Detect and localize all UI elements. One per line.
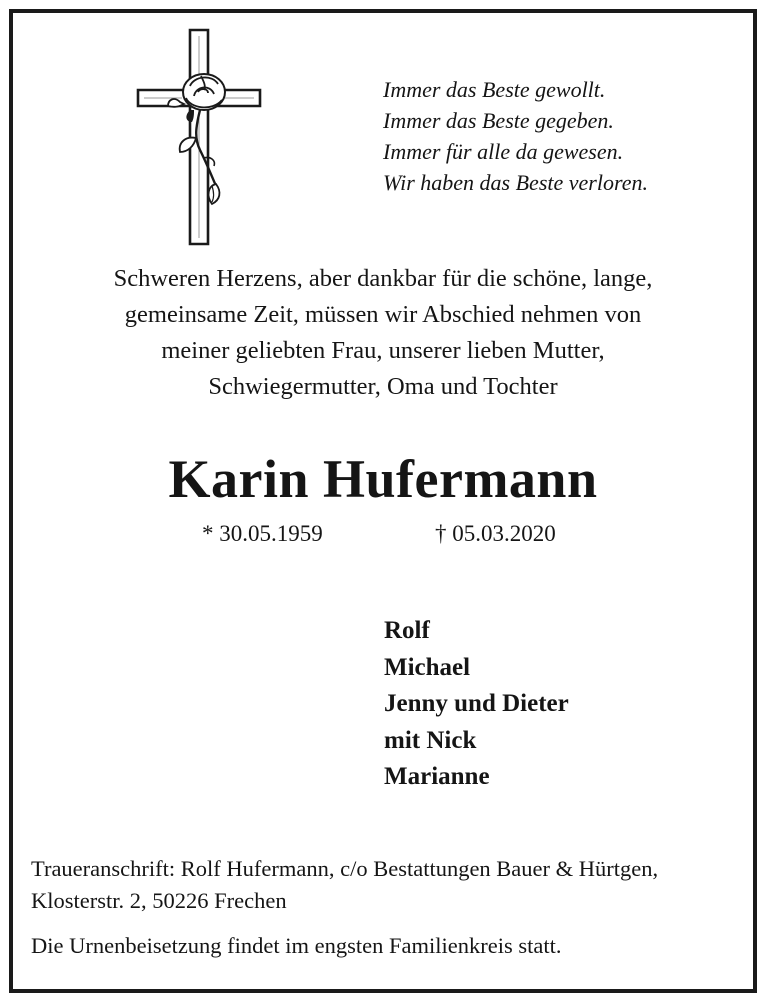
poem-line: Immer das Beste gewollt. bbox=[383, 77, 606, 102]
death-date: † 05.03.2020 bbox=[435, 521, 556, 546]
burial-note: Die Urnenbeisetzung findet im engsten Familienkreis statt. bbox=[31, 933, 562, 958]
deceased-name: Karin Hufermann bbox=[168, 449, 598, 509]
intro-text bbox=[20, 261, 746, 405]
poem-line: Immer für alle da gewesen. bbox=[383, 139, 624, 164]
cross-with-rose-icon bbox=[134, 26, 264, 248]
birth-date: * 30.05.1959 bbox=[202, 521, 323, 546]
poem-line: Immer das Beste gegeben. bbox=[383, 108, 614, 133]
poem-line: Wir haben das Beste verloren. bbox=[383, 170, 648, 195]
poem bbox=[383, 74, 648, 198]
mourning-address: Traueranschrift: Rolf Hufermann, c/o Bestattungen Bauer & Hürtgen, Klosterstr. 2, 50226 Frechen bbox=[31, 856, 659, 913]
mourners-list bbox=[384, 613, 569, 796]
intro-line: gemeinsame Zeit, müssen wir Abschied nehmen von bbox=[124, 301, 642, 328]
mourner-name: Jenny und Dieter bbox=[384, 690, 569, 717]
intro-line: Schwiegermutter, Oma und Tochter bbox=[208, 373, 558, 400]
intro-line: Schweren Herzens, aber dankbar für die schöne, lange, bbox=[113, 265, 653, 292]
mourner-name: Rolf bbox=[384, 617, 430, 644]
mourner-name: Michael bbox=[384, 653, 471, 681]
mourner-name: Marianne bbox=[384, 763, 490, 790]
mourner-name: mit Nick bbox=[384, 726, 477, 754]
intro-line: meiner geliebten Frau, unserer lieben Mutter, bbox=[161, 337, 605, 364]
